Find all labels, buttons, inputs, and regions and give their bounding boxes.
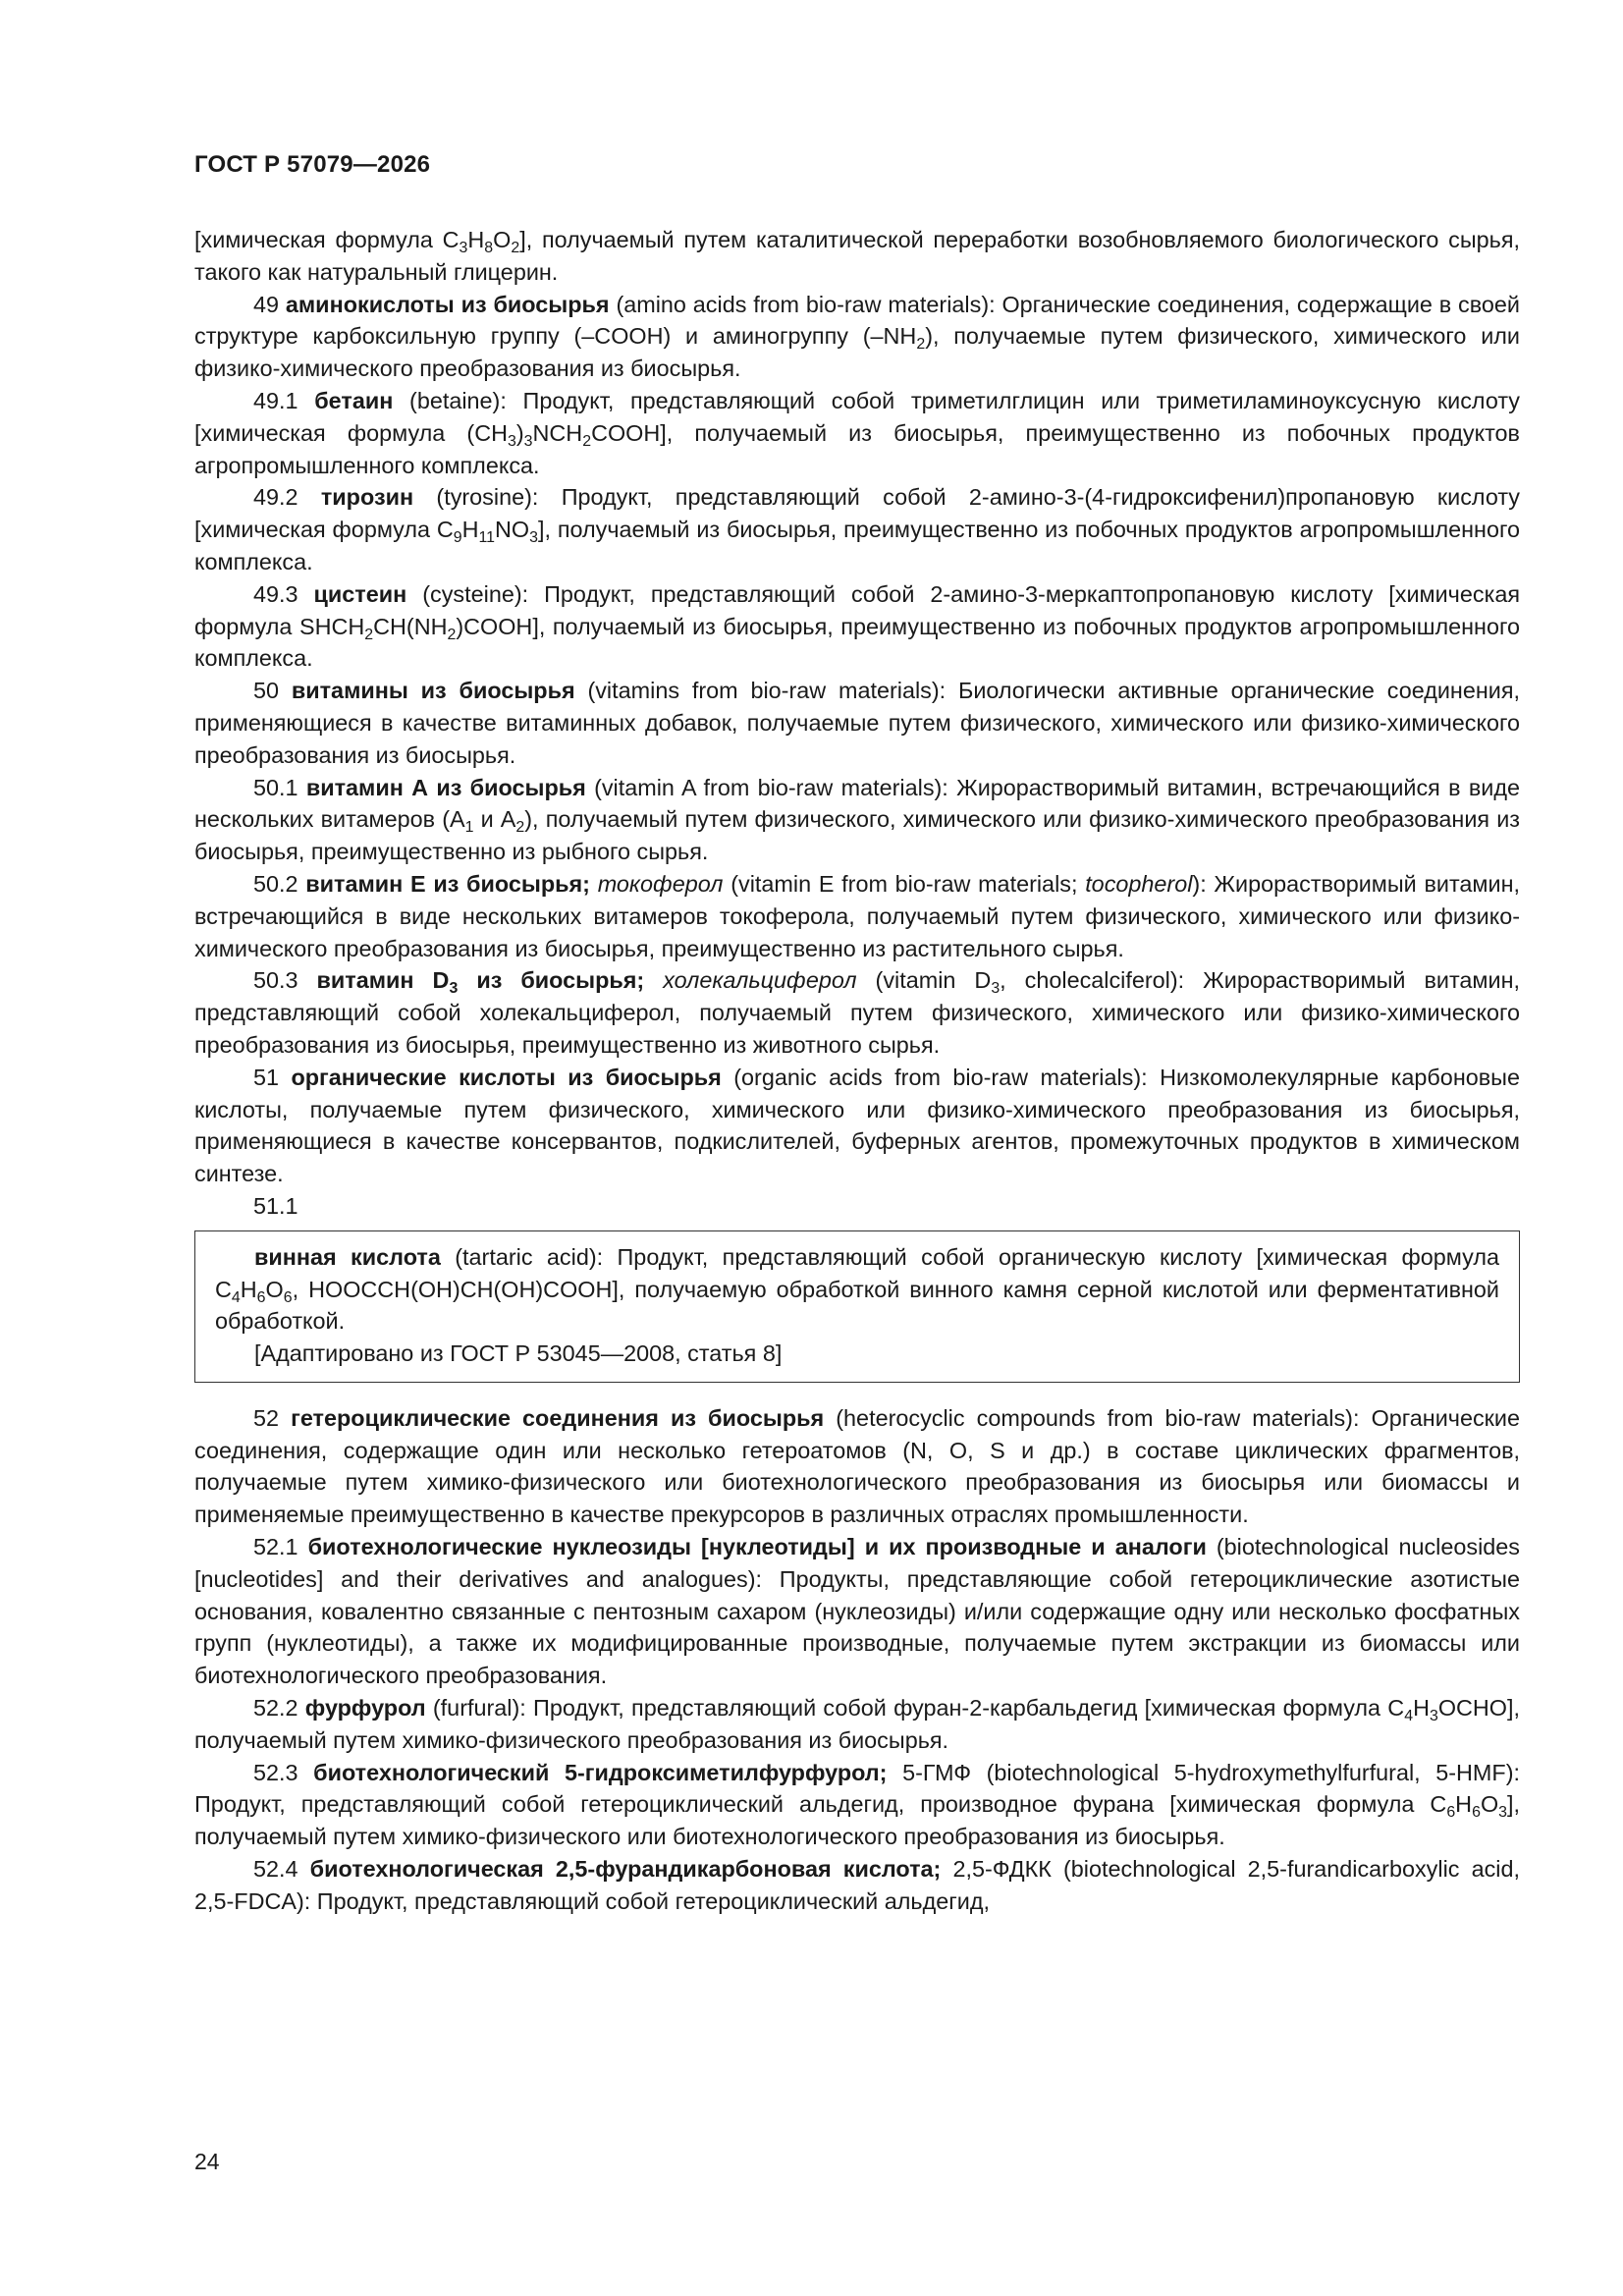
term-tartaric-acid: винная кислота (254, 1243, 441, 1270)
clause-50-3: 50.3 витамин $D_3$ из биосырья; холекальциферол (vitamin $D_3$, cholecalciferol): Жирорастворимый витамин, представляющий собой холекальциферол, получаемый путем физического, химического или физико-химического преобразования из биосырья, преимущественно из животного сырья. (194, 967, 1520, 1058)
clause-51-1-frame (194, 1230, 1520, 1383)
clause-49: 49 аминокислоты из биосырья (amino acids from bio-raw materials): Органические соединения, содержащие в своей структуре карбоксильную группу (–COOH) и аминогруппу $(-NH_2)$, получаемые путем физического, химического или физико-химического преобразования из биосырья. (194, 291, 1520, 382)
clause-52-4: 52.4 биотехнологическая 2,5-фурандикарбоновая кислота; 2,5-ФДКК (biotechnological 2,5-furandicarboxylic acid, 2,5-FDCA): Продукт, представляющий собой гетероциклический альдегид, (194, 1856, 1520, 1914)
clause-51-1-number: 51.1 (253, 1192, 298, 1219)
clause-52-3: 52.3 биотехнологический 5-гидроксиметилфурфурол; 5-ГМФ (biotechnological 5-hydroxymethylfurfural, 5-HMF): Продукт, представляющий собой гетероциклический альдегид, производное фурана [химическая формула $C_6H_6O_3$], получаемый путем химико-физического или биотехнологического преобразования из биосырья. (194, 1759, 1520, 1850)
paragraph-48-continuation: [химическая формула $C_3H_8O_2$], получаемый путем каталитической переработки возобновляемого биологического сырья, такого как натуральный глицерин. (194, 227, 1520, 285)
term-betaine: бетаин (314, 387, 394, 413)
clause-52-2: 52.2 фурфурол (furfural): Продукт, представляющий собой фуран-2-карбальдегид [химическая формула $C_4H_3OCHO$], получаемый путем химико-физического преобразования из биосырья. (194, 1695, 1520, 1753)
clause-52-1: 52.1 биотехнологические нуклеозиды [нуклеотиды] и их производные и аналоги (biotechnological nucleosides [nucleotides] and their derivatives and analogues): Продукты, представляющие собой гетероциклические азотистые основания, ковалентно связанные с пентозным сахаром (нуклеозиды) и/или содержащие одну или несколько фосфатных групп (нуклеотиды), а также их модифицированные производные, получаемые путем экстракции из биомассы или биотехнологического преобразования. (194, 1534, 1521, 1689)
term-furfural: фурфурол (304, 1695, 426, 1722)
source-reference: [Адаптировано из ГОСТ Р 53045—2008, статья 8] (254, 1340, 783, 1367)
term-fdca: биотехнологическая 2,5-фурандикарбоновая кислота; (309, 1856, 942, 1883)
term-nucleosides: биотехнологические нуклеозиды [нуклеотиды] и их производные и аналоги (307, 1534, 1207, 1560)
document-body (194, 224, 1520, 1918)
term-vitamins: витамины из биосырья (291, 678, 575, 704)
term-organic-acids: органические кислоты из биосырья (291, 1064, 722, 1090)
page-number: 24 (194, 2149, 220, 2174)
synonym-cholecalciferol: холекальциферол (663, 967, 857, 994)
term-heterocyclic-compounds: гетероциклические соединения из биосырья (291, 1404, 825, 1431)
clause-49-2: 49.2 тирозин (tyrosine): Продукт, представляющий собой 2-амино-3-(4-гидроксифенил)пропановую кислоту [химическая формула $C_9H_{11}NO_3$], получаемый из биосырья, преимущественно из побочных продуктов агропромышленного комплекса. (194, 484, 1520, 574)
term-tyrosine: тирозин (320, 484, 414, 511)
clause-51-1: винная кислота (tartaric acid): Продукт, представляющий собой органическую кислоту [химическая формула $C_4H_6O_6$, HOOCCH(OH)CH(OH)COOH], получаемую обработкой винного камня серной кислотой или ферментативной обработкой. (215, 1243, 1499, 1335)
clause-50-2: 50.2 витамин Е из биосырья; токоферол (vitamin E from bio-raw materials; tocopherol): Жирорастворимый витамин, встречающийся в виде нескольких витамеров токоферола, получаемый путем физического, химического или физико-химического преобразования из биосырья, преимущественно из растительного сырья. (194, 870, 1520, 961)
term-cysteine: цистеин (313, 580, 407, 607)
clause-52: 52 гетероциклические соединения из биосырья (heterocyclic compounds from bio-raw materials): Органические соединения, содержащие один или несколько гетероатомов (N, O, S и др.) в составе циклических фрагментов, получаемые путем химико-физического или биотехнологического преобразования из биосырья или биомассы и применяемые преимущественно в качестве прекурсоров в различных отраслях промышленности. (194, 1404, 1520, 1528)
term-vitamin-d3: витамин $D_3$ из биосырья; (316, 967, 645, 998)
clause-49-1: 49.1 бетаин (betaine): Продукт, представляющий собой триметилглицин или триметиламиноуксусную кислоту [химическая формула $(CH_3)_3NCH_2COOH$], получаемый из биосырья, преимущественно из побочных продуктов агропромышленного комплекса. (194, 387, 1520, 478)
synonym-tocopherol: токоферол (597, 870, 724, 897)
term-amino-acids: аминокислоты из биосырья (285, 291, 610, 317)
term-vitamin-e: витамин Е из биосырья; (305, 870, 590, 897)
clause-51: 51 органические кислоты из биосырья (organic acids from bio-raw materials): Низкомолекулярные карбоновые кислоты, получаемые путем физического, химического или физико-химического преобразования из биосырья, применяющиеся в качестве консервантов, подкислителей, буферных агентов, промежуточных продуктов в химическом синтезе. (194, 1064, 1520, 1187)
clause-50-1: 50.1 витамин А из биосырья (vitamin A from bio-raw materials): Жирорастворимый витамин, встречающийся в виде нескольких витамеров ($A_1$ и $A_2$), получаемый путем физического, химического или физико-химического преобразования из биосырья, преимущественно из рыбного сырья. (194, 774, 1520, 865)
term-hmf: биотехнологический 5-гидроксиметилфурфурол; (313, 1759, 888, 1785)
document-header: ГОСТ Р 57079—2026 (194, 151, 431, 178)
term-vitamin-a: витамин А из биосырья (305, 774, 586, 800)
clause-49-3: 49.3 цистеин (cysteine): Продукт, представляющий собой 2-амино-3-меркаптопропановую кислоту [химическая формула $SHCH_2CH(NH_2)COOH$], получаемый из биосырья, преимущественно из побочных продуктов агропромышленного комплекса. (194, 580, 1520, 672)
clause-50: 50 витамины из биосырья (vitamins from bio-raw materials): Биологически активные органические соединения, применяющиеся в качестве витаминных добавок, получаемые путем физического, химического или физико-химического преобразования из биосырья. (194, 678, 1520, 768)
